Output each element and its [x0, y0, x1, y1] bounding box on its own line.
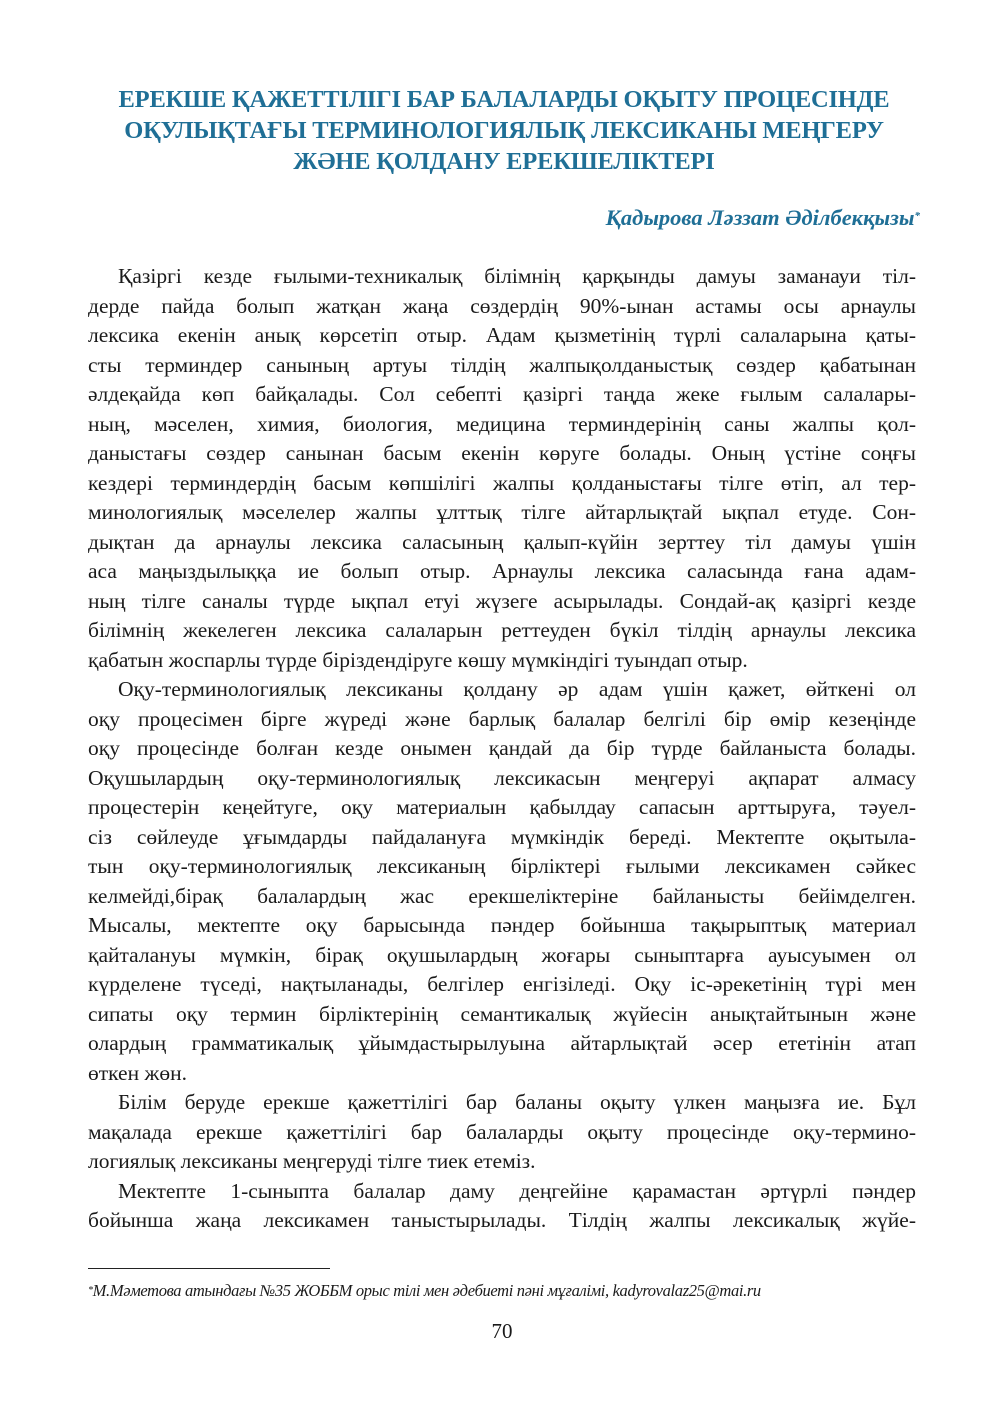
body-line: лексика екенін анық көрсетіп отыр. Адам қызметінің түрлі салаларына қаты-	[88, 323, 916, 347]
author-line	[606, 204, 920, 232]
body-line: аса маңыздылыққа ие болып отыр. Арнаулы лексика саласында ғана адам-	[88, 559, 916, 583]
body-line: мақалада ерекше қажеттілігі бар балаларды оқыту процесінде оқу-термино-	[88, 1119, 916, 1144]
body-line: процестерін кеңейтуге, оқу материалын қабылдау сапасын арттыруға, тәуел-	[88, 795, 916, 819]
body-line: олардың грамматикалық ұйымдастырылуына айтарлықтай әсер ететінін атап	[88, 1031, 916, 1055]
body-line: Мектепте 1-сыныпта балалар даму деңгейіне қарамастан әртүрлі пәндер	[118, 1178, 916, 1203]
body-line: қабатын жоспарлы түрде біріздендіруге көшу мүмкіндігі туындап отыр.	[88, 647, 748, 672]
body-line: ның тілге саналы түрде ықпал етуі жүзеге асырылады. Сондай-ақ қазіргі кезде	[88, 588, 916, 613]
author-footnote-mark: *	[914, 210, 920, 222]
body-line: бойынша жаңа лексикамен таныстырылады. Тілдің жалпы лексикалық жүйе-	[88, 1208, 916, 1232]
author-name: Қадырова Ләззат Әділбекқызы	[605, 205, 915, 230]
body-line: ның, мәселен, химия, биология, медицина терминдерінің саны жалпы қол-	[88, 411, 916, 436]
body-line: логиялық лексиканы меңгеруді тілге тиек етеміз.	[88, 1149, 536, 1173]
body-line: сты терминдер санының артуы тілдің жалпықолданыстық сөздер қабатынан	[88, 352, 916, 377]
body-line: білімнің жекелеген лексика салаларын реттеуден бүкіл тілдің арнаулы лексика	[88, 618, 916, 642]
page-number: 70	[491, 1319, 513, 1343]
body-line: өткен жөн.	[88, 1060, 187, 1085]
title-line-2: ОҚУЛЫҚТАҒЫ ТЕРМИНОЛОГИЯЛЫҚ ЛЕКСИКАНЫ МЕҢГЕРУ	[124, 117, 884, 144]
body-line: Оқу-терминологиялық лексиканы қолдану әр адам үшін қажет, өйткені ол	[118, 677, 916, 701]
body-line: күрделене түседі, нақтыланады, белгілер енгізіледі. Оқу іс-әрекетінің түрі мен	[88, 972, 916, 996]
body-line: минологиялық мәселелер жалпы ұлттық тілге айтарлықтай ықпал етуде. Сон-	[88, 500, 916, 524]
footnote	[88, 1280, 916, 1302]
body-line: оқу процесімен бірге жүреді және барлық балалар белгілі бір өмір кезеңінде	[88, 706, 916, 731]
title-line-3: ЖӘНЕ ҚОЛДАНУ ЕРЕКШЕЛІКТЕРІ	[293, 148, 715, 175]
body-line: Мысалы, мектепте оқу барысында пәндер бойынша тақырыптық материал	[88, 913, 916, 937]
body-line: қайталануы мүмкін, бірақ оқушылардың жоғары сыныптарға ауысуымен ол	[88, 942, 916, 967]
body-line: оқу процесінде болған кезде онымен қандай да бір түрде байланыста болады.	[88, 736, 916, 760]
body-line: Қазіргі кезде ғылыми-техникалық білімнің қарқынды дамуы заманауи тіл-	[118, 264, 916, 288]
title-line-1: ЕРЕКШЕ ҚАЖЕТТІЛІГІ БАР БАЛАЛАРДЫ ОҚЫТУ ПРОЦЕСІНДЕ	[118, 86, 890, 113]
body-line: сіз сөйлеуде ұғымдарды пайдалануға мүмкіндік береді. Мектепте оқытыла-	[88, 824, 916, 849]
footnote-mark: *	[88, 1285, 93, 1296]
body-line: кездері терминдердің басым көпшілігі жалпы қолданыстағы тілге өтіп, ал тер-	[88, 470, 916, 495]
body-line: Оқушылардың оқу-терминологиялық лексикасын меңгеруі ақпарат алмасу	[88, 765, 916, 790]
body-line: сипаты оқу термин бірліктерінің семантикалық жүйесін анықтайтынын және	[88, 1001, 916, 1026]
footnote-text: М.Мәметова атындағы №35 ЖОББМ орыс тілі мен әдебиеті пәні мұғалімі, kadyrovalaz25@mai.ru	[92, 1281, 761, 1300]
body-line: тын оқу-терминологиялық лексиканың бірліктері ғылыми лексикамен сәйкес	[88, 854, 916, 878]
body-line: дерде пайда болып жатқан жаңа сөздердің 90%-ынан астамы осы арнаулы	[88, 293, 916, 318]
body-line: әлдеқайда көп байқалады. Сол себепті қазіргі таңда жеке ғылым салалары-	[88, 382, 916, 406]
body-line: даныстағы сөздер санынан басым екенін көруге болады. Оның үстіне соңғы	[88, 441, 916, 465]
article-title	[84, 84, 924, 177]
article-body	[88, 262, 916, 1236]
body-line: келмейді,бірақ балалардың жас ерекшеліктеріне байланысты бейімделген.	[88, 883, 916, 908]
body-line: Білім беруде ерекше қажеттілігі бар баланы оқыту үлкен маңызға ие. Бұл	[118, 1090, 916, 1114]
footnote-rule	[88, 1268, 330, 1269]
body-line: дықтан да арнаулы лексика саласының қалып-күйін зерттеу тіл дамуы үшін	[88, 529, 916, 554]
